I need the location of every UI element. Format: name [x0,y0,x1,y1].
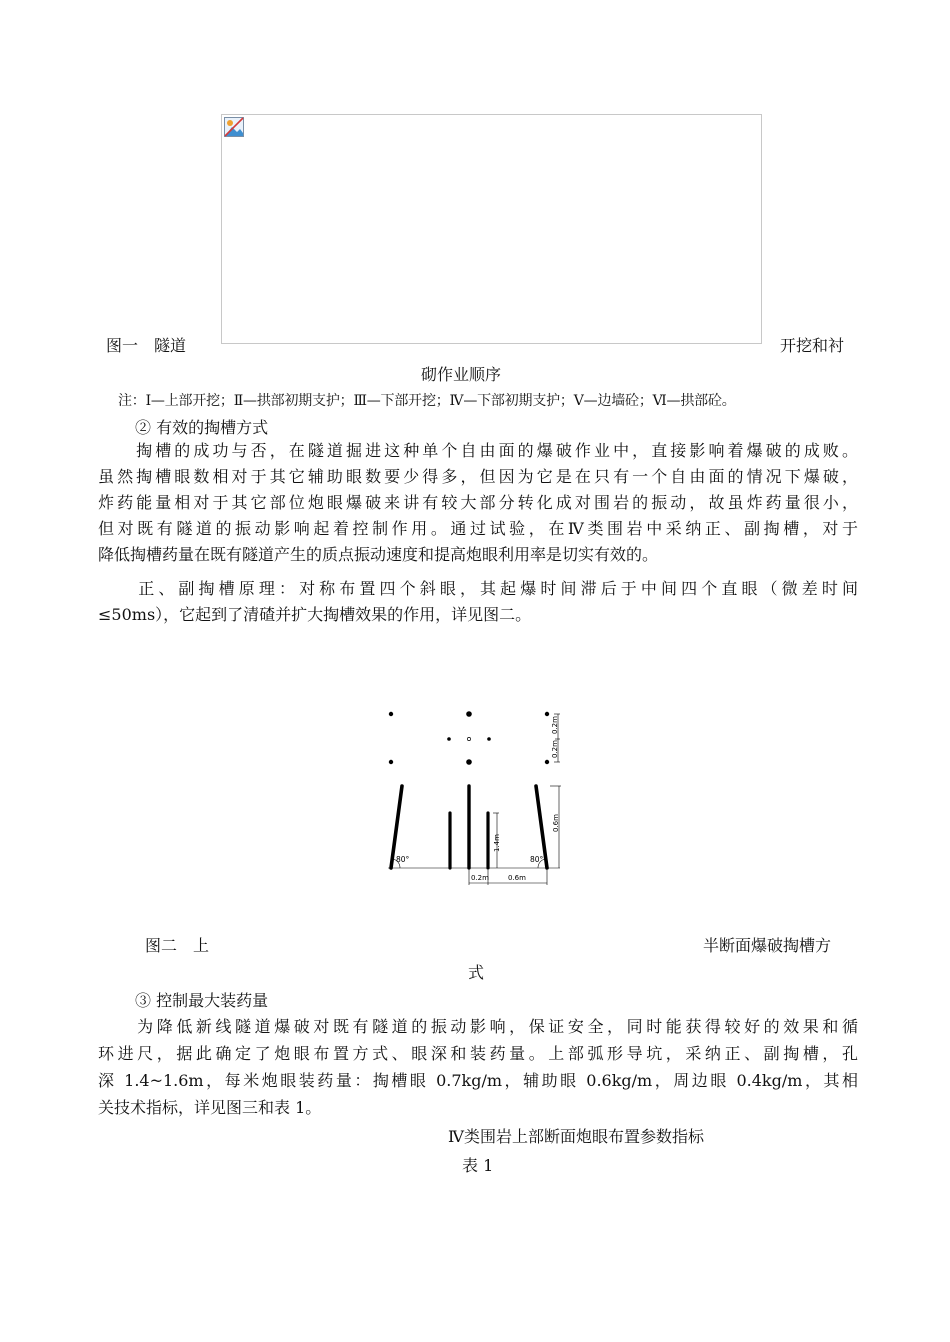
paragraph-line: 为降低新线隧道爆破对既有隧道的振动影响，保证安全，同时能获得较好的效果和循 [98,1017,858,1036]
blast-hole [466,711,472,717]
blast-hole [545,760,549,764]
angle-label: 80° [396,855,410,864]
dimension-label: 0.2m [551,740,559,758]
paragraph-line: 掏槽的成功与否，在隧道掘进这种单个自由面的爆破作业中，直接影响着爆破的成败。 [98,441,858,460]
paragraph-line: 正、副掏槽原理：对称布置四个斜眼，其起爆时间滞后于中间四个直眼（微差时间 [98,579,858,598]
empty-hole [467,737,470,740]
figure1-note: 注：Ⅰ—上部开挖；Ⅱ—拱部初期支护；Ⅲ—下部开挖；Ⅳ—下部初期支护；Ⅴ—边墙砼；Ⅵ—拱部砼。 [118,393,736,409]
dimension-label: 0.2m [551,716,559,734]
paragraph-line: 但对既有隧道的振动影响起着控制作用。通过试验，在Ⅳ类围岩中采纳正、副掏槽，对于 [98,519,858,538]
angle-label: 80° [530,855,544,864]
blast-hole [487,737,491,741]
paragraph-line: ≤50ms），它起到了清碴并扩大掏槽效果的作用，详见图二。 [98,605,532,624]
dimension-label: 0.6m [552,814,560,832]
dimension-label: 0.2m [471,874,489,882]
figure1-caption-right: 开挖和衬 [780,336,845,355]
paragraph-line: 降低掏槽药量在既有隧道产生的质点振动速度和提高炮眼利用率是切实有效的。 [98,545,659,564]
figure1-image [221,114,762,344]
table1-label: 表 1 [462,1156,494,1175]
blast-hole [447,737,451,741]
dimension-label: 1.4m [493,834,501,852]
dimension-label: 0.6m [508,874,526,882]
figure1-caption-wrap: 砌作业顺序 [421,365,502,384]
table1-title: Ⅳ类围岩上部断面炮眼布置参数指标 [448,1127,704,1146]
paragraph-line: 虽然掏槽眼数相对于其它辅助眼数要少得多，但因为它是在只有一个自由面的情况下爆破， [98,467,858,486]
section3-heading: ③ 控制最大装药量 [135,991,269,1010]
paragraph-line: 炸药能量相对于其它部位炮眼爆破来讲有较大部分转化成对围岩的振动，故虽炸药量很小， [98,493,858,512]
broken-image-icon [224,117,244,137]
figure1-caption-left: 图一 隧道 [106,336,187,355]
blast-hole [389,712,393,716]
blast-hole [545,712,549,716]
paragraph-line: 深 1.4~1.6m，每米炮眼装药量：掏槽眼 0.7kg/m，辅助眼 0.6kg/m，周边眼 0.4kg/m，其相 [98,1071,858,1090]
figure2-cut-diagram [380,700,580,890]
paragraph-line: 环进尺，据此确定了炮眼布置方式、眼深和装药量。上部弧形导坑，采纳正、副掏槽，孔 [98,1044,858,1063]
blast-hole [466,759,472,765]
figure2-caption-left: 图二 上 [145,936,210,955]
figure2-caption-right: 半断面爆破掏槽方 [703,936,832,955]
blast-hole [389,760,393,764]
figure2-caption-wrap: 式 [468,963,485,982]
section2-heading: ② 有效的掏槽方式 [135,418,269,437]
paragraph-line: 关技术指标，详见图三和表 1。 [98,1098,322,1117]
